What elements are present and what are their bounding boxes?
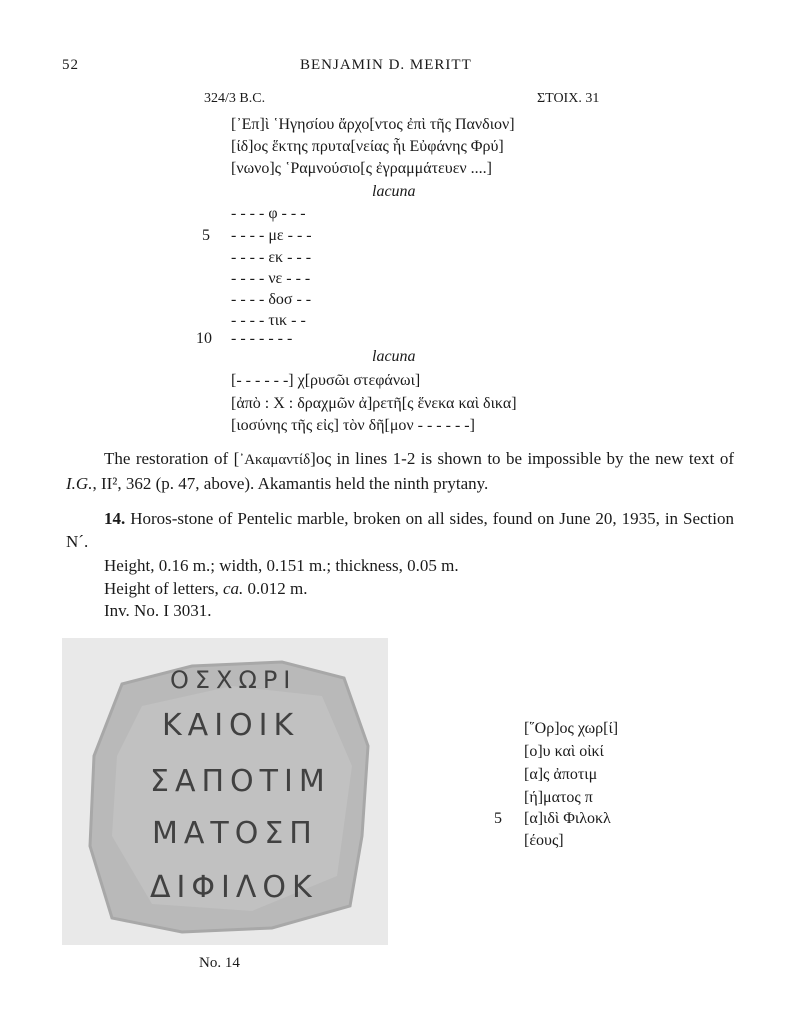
inscription-line: [νωνο]ς ῾Ραμνούσιο[ς ἐγραμμάτευεν ....]	[231, 160, 492, 177]
commentary-greek: ᾿Ακαμαντίδ	[239, 452, 311, 468]
transcription-line: [ή]ματος π	[524, 789, 593, 806]
entry-description: Horos-stone of Pentelic marble, broken on all sides, found on June 20, 1935, in Section N´.	[66, 509, 734, 551]
photo-caption: No. 14	[199, 955, 240, 971]
inscription-line: [ιοσύνης τῆς εἰς] τὸν δῆ[μον - - - - - -]	[231, 417, 475, 434]
inscription-line: [ἀπὸ : Χ : δραχμῶν ἀ]ρετῆ[ς ἕνεκα καὶ δικα]	[231, 395, 517, 412]
inscription-date: 324/3 B.C.	[204, 91, 266, 106]
stoichedon-count: ΣΤΟΙΧ. 31	[537, 91, 600, 106]
inscription-line: [- - - - - -] χ[ρυσῶι στεφάνωι]	[231, 372, 421, 389]
entry-letter-height	[104, 579, 308, 599]
commentary-text: ]ος in lines 1-2 is shown to be impossible by the new text of	[310, 449, 734, 468]
stone-inscription-line: ΚΑΙΟΙΚ	[162, 708, 300, 743]
stone-inscription-line: ΟΣΧΩΡΙ	[170, 666, 297, 694]
line-number: 5	[202, 227, 210, 244]
fragment-line: - - - - τικ - -	[231, 312, 306, 329]
transcription-line: [α]ιδὶ Φιλοκλ	[524, 810, 611, 827]
page-number: 52	[62, 57, 79, 73]
running-title: BENJAMIN D. MERITT	[300, 57, 472, 73]
letters-value: 0.012 m.	[243, 579, 308, 598]
fragment-line: - - - - φ - - -	[231, 205, 306, 222]
transcription-line: [῞Ορ]ος χωρ[ί]	[524, 720, 619, 737]
stone-photograph	[62, 638, 388, 945]
line-number: 5	[494, 810, 502, 827]
entry-number: 14.	[104, 509, 126, 528]
inscription-line: [᾿Επ]ὶ ῾Ηγησίου ἄρχο[ντος ἐπὶ τῆς Πανδιον]	[231, 116, 515, 133]
letters-circa: ca.	[222, 579, 244, 598]
commentary-text: , II², 362 (p. 47, above). Akamantis held the ninth prytany.	[92, 474, 489, 493]
transcription-line: [ο]υ καὶ οἰκί	[524, 743, 604, 760]
fragment-line: - - - - με - - -	[231, 227, 312, 244]
commentary-ig: I.G.	[66, 474, 93, 493]
fragment-line: - - - - δοσ - -	[231, 291, 312, 308]
commentary-text: The restoration of [	[104, 449, 240, 468]
transcription-line: [έους]	[524, 832, 564, 849]
stone-inscription-line: ΣΑΠΟΤΙΜ	[150, 764, 331, 799]
stone-inscription-line: ΔΙΦΙΛΟΚ	[150, 870, 318, 905]
entry-dimensions: Height, 0.16 m.; width, 0.151 m.; thickness, 0.05 m.	[104, 556, 459, 575]
fragment-line: - - - - νε - - -	[231, 270, 311, 287]
stone-inscription-line: ΜΑΤΟΣΠ	[152, 816, 318, 851]
fragment-line: - - - - εκ - - -	[231, 249, 312, 266]
lacuna-label: lacuna	[372, 348, 416, 365]
line-number: 10	[196, 330, 212, 347]
transcription-line: [α]ς ἀποτιμ	[524, 766, 598, 783]
fragment-line: - - - - - - -	[231, 330, 293, 347]
entry-14-description	[66, 507, 734, 553]
entry-inventory: Inv. No. I 3031.	[104, 601, 212, 620]
letters-label: Height of letters,	[104, 579, 223, 598]
lacuna-label: lacuna	[372, 183, 416, 200]
commentary-paragraph	[66, 447, 734, 495]
inscription-line: [ίδ]ος ἕκτης πρυτα[νείας ἧι Εὐφάνης Φρύ]	[231, 138, 504, 155]
